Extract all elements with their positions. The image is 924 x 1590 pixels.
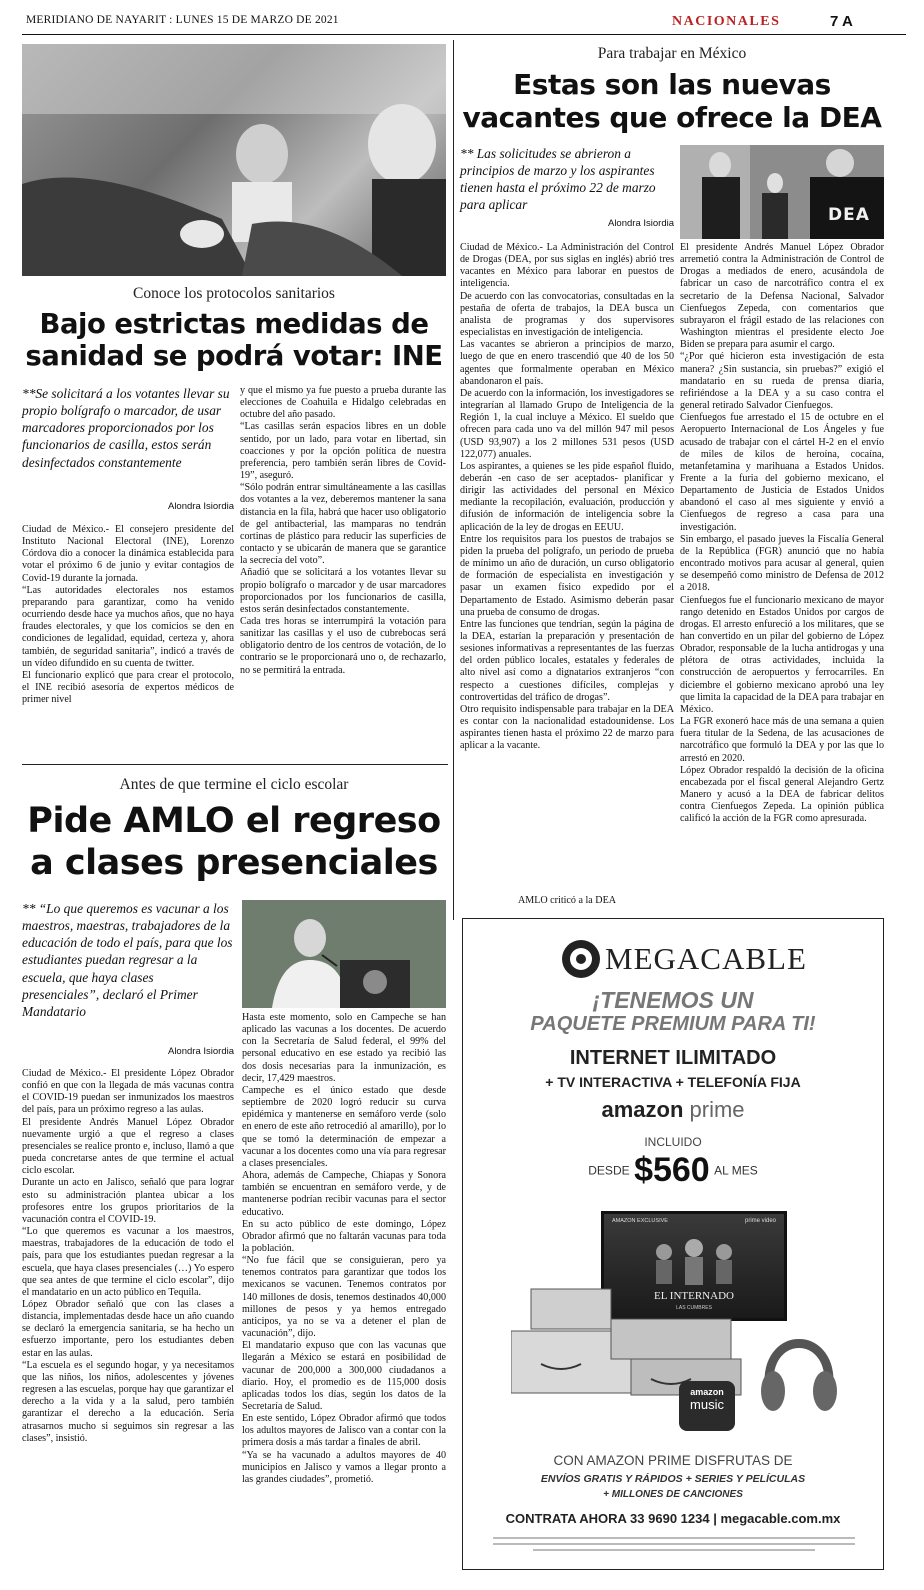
dea-headline: Estas son las nuevas vacantes que ofrece la DEA [462,68,882,135]
megacable-logo-shape [561,939,601,979]
ine-body-col1 [22,524,234,756]
ad-price-line [463,1151,883,1190]
amlo-c2-p1: Hasta este momento, solo en Campeche se han aplicado las vacunas a los docentes. De acuerdo con la Secretaría de Salud federal, el 99% del personal educativo en ese estado ya recibió las dos dosis necesarias para la inmunización, es decir, 17,429 maestros. [242,1012,446,1084]
ad-show-pv: prime video [744,1218,776,1224]
amlo-deck: ** “Lo que queremos es vacunar a los maestros, maestras, trabajadores de la educación de todo el país, para que los estudiantes puedan regresar a la escuela, que haya clases presenciales”, declaró el Primer Mandatario [22,901,233,1019]
ad-tagline-2: PAQUETE PREMIUM PARA TI! [530,1013,816,1035]
ine-c2-p5: Cada tres horas se interrumpirá la votación para sanitizar las casillas y el uso de cubrebocas será obligatorio dentro de los centros de votación, de lo contrario se le proporcionará uno o, de rechazarlo, no se permitirá la entrada. [240,615,446,676]
ad-show-sub: LAS CUMBRES [676,1305,712,1311]
dea-c2-p4: Sin embargo, el pasado jueves la Fiscalía General de la República (FGR) anunció que no había encontrado motivos para acusar al general, quien se desempeñó como ministro de Defensa de 2012 a 2018. [680,533,884,594]
amlo-body-col2 [242,1012,446,1580]
dea-c1-p3: Las vacantes se abrieron a principios de marzo, luego de que en enero trascendió que 40 de los 50 agentes que formalmente operaban en México abandonaron el país. [460,339,674,387]
dea-byline: Alondra Isiordia [607,218,674,229]
ad-amazon: amazon [601,1097,684,1122]
amlo-c2-p4: En su acto público de este domingo, López Obrador afirmó que no faltarán vacunas para toda la población. [242,1218,446,1254]
ad-benefits-1: CON AMAZON PRIME DISFRUTAS DE [553,1453,793,1468]
dea-c1-p5: Los aspirantes, a quienes se les pide español fluido, deberán -en caso de ser aceptados- planificar y dirigir las actividades del personal en México mediante la recopilación, evaluación, producción y difusión de información de inteligencia sobre la aplicación de la ley de drogas en EEUU. [460,460,674,533]
ine-photo-illustration [22,44,446,276]
ine-c1-p3: El funcionario explicó que para crear el protocolo, el INE recibió asesoría de expertos médicos de primer nivel [22,669,234,706]
dea-c1-p4: De acuerdo con la información, los investigadores se integrarían al llamado Grupo de Inteligencia de la Región 1, la cual incluye a México. El sueldo que ofrecen para cada uno va del millón 947 mil pesos (USD 93,907) a los 2 millones 531 pesos (USD 122,077) anuales. [460,387,674,460]
dea-c1-p1: Ciudad de México.- La Administración del Control de Drogas (DEA, por sus siglas en inglés) abrió tres vacantes en México para laborar en puestos de inteligencia. [460,242,674,290]
dea-deck: ** Las solicitudes se abrieron a principios de marzo y los aspirantes tienen hasta el próximo 22 de marzo para aplicar [460,146,656,213]
dea-photo [680,145,884,239]
ine-c2-p3: “Sólo podrán entrar simultáneamente a las casillas dos votantes a la vez, deberemos mantener la sana distancia en la fila, habrá que hacer uso obligatorio de gel antibacterial, las mamparas no tendrán cortinas de plástico para reducir las superficies de contacto y se ubicarán de manera que se garantice la secrecía del voto”. [240,482,446,567]
dea-subhead: AMLO criticó a la DEA [517,895,617,906]
ine-kicker: Conoce los protocolos sanitarios [133,285,335,302]
ad-contact[interactable]: CONTRATA AHORA 33 9690 1234 | megacable.com.mx [505,1511,841,1526]
dea-jacket-label: DEA [828,205,870,225]
megacable-ad[interactable] [462,918,884,1570]
ad-tagline-1: ¡TENEMOS UN [592,987,754,1013]
amlo-c1-p3: Durante un acto en Jalisco, señaló que para lograr esto su administración plantea ubicar a los profesores entre los grupos prioritarios de la vacunación contra el COVID-19. [22,1177,234,1225]
ine-deck: **Se solicitará a los votantes llevar su propio bolígrafo o marcador, de usar marcadores proporcionados por los funcionarios de casilla, estos serán desinfectados constantemente [22,386,230,470]
page-number: 7 A [830,13,853,30]
section-rule [22,764,448,765]
dea-c2-p2: “¿Por qué hicieron esta investigación de esta manera? ¿Sin sustancia, sin pruebas?” exigió el mandatario en su rueda de prensa diaria, refiriéndose a la DEA y a su caso contra el general retirado Salvador Cienfuegos. [680,351,884,412]
amlo-photo-illustration [242,900,446,1008]
masthead-date: MERIDIANO DE NAYARIT : LUNES 15 DE MARZO DE 2021 [26,14,339,26]
ine-byline: Alondra Isiordia [167,501,234,512]
dea-c2-p6: La FGR exoneró hace más de una semana a quien fuera titular de la Sedena, de las acusaciones de narcotráfico que formuló la DEA y por las que lo arrestó en 2020. [680,716,884,764]
amlo-c1-p5: López Obrador señaló que con las clases a distancia, implementadas desde hace un año cuando se declaró la emergencia sanitaria, se ha hecho un esfuerzo importante, pero los estudiantes deben estar en las aulas. [22,1298,234,1359]
ad-from: DESDE [588,1163,630,1178]
ad-show-title: EL INTERNADO [654,1290,734,1302]
dea-c1-p8: Otro requisito indispensable para trabajar en la DEA es contar con la nacionalidad estadounidense. Los aspirantes tienen hasta el próximo 22 de marzo para aplicar a la vacante. [460,703,674,752]
ad-benefits-3: + MILLONES DE CANCIONES [603,1489,743,1500]
amlo-byline: Alondra Isiordia [167,1046,234,1057]
dea-c2-p1: El presidente Andrés Manuel López Obrador arremetió contra la Administración de Control de Drogas a mediados de enero, acusándola de fabricar un caso de narcotráfico contra el ex secretario de la Defensa Nacional, Salvador Cienfuegos Zepeda, con comentarios que subrayaron el frágil estado de las relaciones con Washington mientras el presidente electo Joe Biden se prepara para asumir el cargo. [680,242,884,351]
ine-photo [22,44,446,276]
amlo-c2-p7: En este sentido, López Obrador afirmó que todos los adultos mayores de Jalisco van a contar con la primera dosis a más tardar a finales de abril. [242,1413,446,1449]
ad-amazon-prime [463,1097,883,1123]
ine-c1-p1: Ciudad de México.- El consejero presidente del Instituto Nacional Electoral (INE), Lorenzo Córdova dio a conocer la dinámica establecida para votar el próximo 6 de junio y evitar contagios de Covid-19 durante la jornada. [22,524,234,584]
column-divider [453,40,454,920]
ad-show-tag: AMAZON EXCLUSIVE [612,1218,668,1224]
ad-brand: MEGACABLE [605,941,807,976]
dea-body-col1 [460,242,674,888]
section-name: NACIONALES [672,14,781,29]
ad-services: + TV INTERACTIVA + TELEFONÍA FIJA [545,1074,801,1090]
ine-headline: Bajo estrictas medidas de sanidad se podrá votar: INE [25,308,443,373]
dea-c1-p2: De acuerdo con las convocatorias, consultadas en la pestaña de oferta de trabajos, la DEA busca un analista de programas y dos supervisores especialistas en investigación de inteligencia. [460,290,674,339]
dea-kicker: Para trabajar en México [597,45,747,62]
ad-headphones-icon [759,1311,839,1436]
ad-price: $560 [634,1151,710,1189]
dea-c1-p6: Entre los requisitos para los puestos de trabajos se piden la prueba del polígrafo, un periodo de prueba de mínimo un año de duración, un curso obligatorio de formación de especialista en investigación y pasar un examen físico expedido por el Departamento de Estado. Asimismo deberán pasar una prueba de consumo de drogas. [460,533,674,618]
ine-c2-p4: Añadió que se solicitará a los votantes llevar su propio bolígrafo o marcador y de usar marcadores proporcionados por los funcionarios de casilla, estos serán desinfectados constantemente. [240,567,446,615]
ad-benefits-2: ENVÍOS GRATIS Y RÁPIDOS + SERIES Y PELÍCULAS [540,1473,806,1485]
dea-c2-p5: Cienfuegos fue el funcionario mexicano de mayor rango detenido en Estados Unidos por cargos de drogas. El arresto enfureció a los militares, que se han convertido en un pilar del gobierno de López Obrador, responsable de la lucha antidrogas y una plétora de otras actividades, incluida la construcción de aeropuertos y ferrocarriles. En diciembre el gobierno mexicano aprobó una ley que limita la capacidad de la DEA para trabajar en México. [680,594,884,715]
dea-body-col2 [680,242,884,910]
ine-c2-p1: y que el mismo ya fue puesto a prueba durante las elecciones de Coahuila e Hidalgo celebradas en octubre del año pasado. [240,385,446,421]
ad-music-1: amazon [690,1387,724,1397]
ine-c1-p2: “Las autoridades electorales nos estamos preparando para garantizar, como ha venido ocurriendo desde hace ya muchos años, que no haya fraudes electorales, y que los comicios se den en condiciones de legalidad, equidad, certeza y, ahora también, de seguridad sanitaria”, indicó a través de un vídeo difundido en su cuenta de twitter. [22,584,234,669]
dea-c2-p3: Cienfuegos fue arrestado el 15 de octubre en el Aeropuerto Internacional de Los Ángeles y fue acusado de trabajar con el cártel H-2 en el envío de miles de kilos de heroína, cocaína, metanfetamina y marihuana a Estados Unidos. Frente a la furia del gobierno mexicano, el Departamento de Justicia de Estados Unidos abandonó el caso al mes siguiente y envió a Cienfuegos de regreso a casa para una investigación. [680,412,884,533]
amlo-headline: Pide AMLO el regreso a clases presenciales [27,801,441,883]
ad-prime: prime [689,1097,745,1122]
amlo-c2-p5: “No fue fácil que se consiguieran, pero ya tenemos contratos para garantizar que todos los mexicanos se vacunen. Tenemos contratos por 140 millones de dosis, tenemos destinados 40,000 millones de pesos y ya hemos entregado anticipos, ya no se va a detener el plan de vacunación”, dijo. [242,1255,446,1340]
ad-echo-device [679,1381,735,1431]
amlo-c1-p4: “Lo que queremos es vacunar a los maestros, maestras, trabajadores de la educación de todo el país, para que los estudiantes puedan regresar a la escuela, que haya clases presenciales (…) Yo espero que sea antes de que termine el ciclo escolar”, dijo el mandatario en un acto público en Tequila. [22,1226,234,1298]
amlo-body-col1 [22,1068,234,1580]
ad-internet: INTERNET ILIMITADO [569,1047,777,1069]
amlo-c1-p6: “La escuela es el segundo hogar, y ya necesitamos que las niños, los niños, adolescentes y jóvenes regresen a las escuelas, porque hay que garantizar el derecho a la vida y a la salud, pero también garantizar el derecho a la educación. Sería atrasarnos mucho si seguimos sin regresar a las clases”, insistió. [22,1359,234,1444]
ad-per-month: AL MES [714,1163,758,1178]
amlo-c2-p2: Campeche es el único estado que desde septiembre de 2020 logró reducir su curva epidémica y mantenerse en semáforo verde (solo en enero de este año retrocedió al amarillo), por lo que se tomó la determinación de empezar a vacunar a los docentes como una vía para regresar a clases presenciales. [242,1084,446,1169]
amlo-c2-p8: “Ya se ha vacunado a adultos mayores de 40 municipios en Jalisco y vamos a llegar pronto a las grandes ciudades”, prometió. [242,1449,446,1485]
megacable-logo-icon [561,939,601,979]
ad-headphones-shape [759,1311,839,1431]
amlo-c1-p1: Ciudad de México.- El presidente López Obrador confió en que con la llegada de más vacunas contra el COVID-19 puedan ser inmunizados los maestros del país, para un próximo regreso a las aulas. [22,1068,234,1116]
amlo-kicker: Antes de que termine el ciclo escolar [119,776,349,793]
ine-c2-p2: “Las casillas serán espacios libres en un doble sentido, por un lado, para votar en libertad, sin coacciones y por la opción política de nuestra preferencia, pero también serán libres de Covid-19”, aseguró. [240,421,446,482]
ad-included: INCLUIDO [644,1135,702,1149]
dea-c2-p7: López Obrador respaldó la decisión de la oficina encabezada por el fiscal general Alejandro Gertz Manero y acusó a la DEA de fabricar delitos contra Cienfuegos Zepeda. La opinión pública calificó la acción de la FGR como apresurada. [680,764,884,825]
amlo-c2-p3: Ahora, además de Campeche, Chiapas y Sonora también se encuentran en semáforo verde, y de mantenerse podrían recibir vacunas para el sector educativo. [242,1170,446,1218]
ad-music-2: music [690,1397,724,1412]
amlo-photo [242,900,446,1008]
ine-body-col2 [240,385,446,756]
ad-fine-print [493,1533,855,1557]
dea-c1-p7: Entre las funciones que tendrían, según la página de la DEA, estarían la preparación y presentación de sesiones informativas a representantes de las fuerzas del orden público locales, estatales y federales de alto nivel así como a dignatarios extranjeros “con respecto a cuestiones difíciles, complejas y controvertidas del tráfico de drogas”. [460,618,674,703]
amlo-c1-p2: El presidente Andrés Manuel López Obrador nuevamente urgió a que el regreso a clases presenciales se realice pronto e, incluso, llamó a que pueda concretarse antes de que termine el actual ciclo escolar. [22,1116,234,1177]
amlo-c2-p6: El mandatario expuso que con las vacunas que llegarán a México se estará en posibilidad de vacunar de 200,000 a 300,000 ciudadanos a diario. Hoy, el promedio es de 115,000 dosis aplicadas todos los días, según los datos de la Secretaría de Salud. [242,1340,446,1412]
